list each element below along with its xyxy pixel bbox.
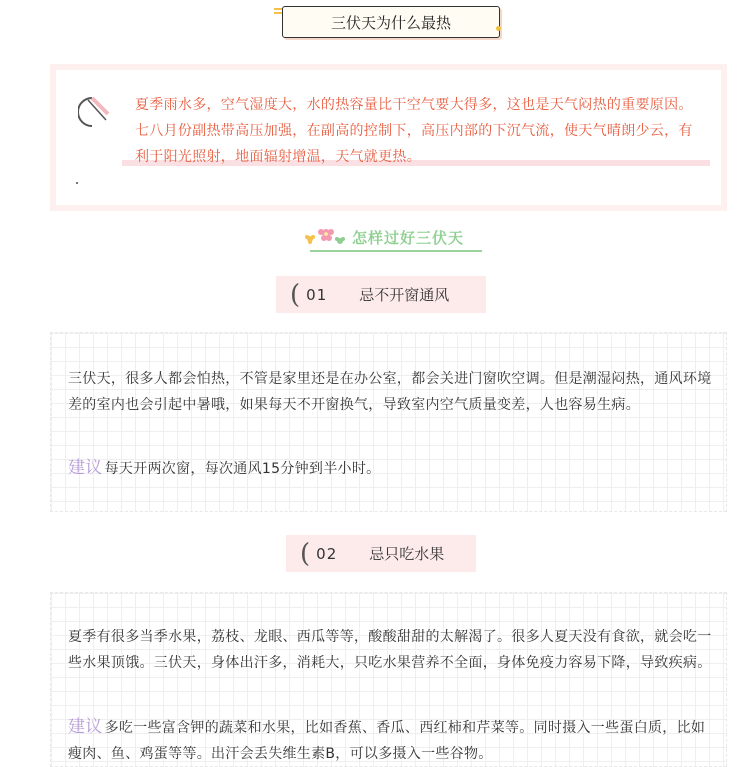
- tip-label: 建议: [68, 717, 103, 737]
- page-title: 三伏天为什么最热: [282, 6, 500, 38]
- intro-card-inner: [56, 70, 721, 205]
- tip-text: 每天开两次窗，每次通风15分钟到半小时。: [104, 461, 381, 477]
- section-title: 忌只吃水果: [369, 545, 445, 563]
- title-decoration-dot: [496, 26, 501, 31]
- section-02-header: [286, 535, 476, 572]
- quote-slash-icon: [78, 96, 110, 128]
- bracket-icon: (: [300, 538, 311, 569]
- section-01-content: [50, 332, 727, 512]
- subtitle-underline: [310, 250, 482, 252]
- bracket-icon: (: [290, 279, 301, 310]
- section-number: 01: [306, 285, 328, 304]
- section-01-header: [276, 276, 486, 313]
- tip-label: 建议: [68, 458, 103, 478]
- intro-card: [50, 64, 727, 211]
- subtitle-banner: [302, 225, 482, 253]
- section-number: 02: [316, 544, 338, 563]
- subtitle-text: 怎样过好三伏天: [352, 229, 465, 247]
- section-title: 忌不开窗通风: [359, 286, 450, 304]
- section-01-body: 三伏天，很多人都会怕热，不管是家里还是在办公室，都会关进门窗吹空调。但是潮湿闷热，通风环境差的室内也会引起中暑哦，如果每天不开窗换气，导致室内空气质量变差，人也容易生病。: [68, 371, 712, 413]
- section-02-body: 夏季有很多当季水果，荔枝、龙眼、西瓜等等，酸酸甜甜的太解渴了。很多人夏天没有食欲，就会吃一些水果顶饿。三伏天，身体出汗多，消耗大，只吃水果营养不全面，身体免疫力容易下降，导致疾病。: [68, 629, 712, 671]
- intro-text: 夏季雨水多，空气湿度大，水的热容量比干空气要大得多，这也是天气闷热的重要原因。七八月份副热带高压加强，在副高的控制下，高压内部的下沉气流，使天气晴朗少云，有利于阳光照射，地面辐射增温，天气就更热。: [135, 97, 693, 165]
- tip-text: 多吃一些富含钾的蔬菜和水果，比如香蕉、香瓜、西红柿和芹菜等。同时摄入一些蛋白质，比如瘦肉、鱼、鸡蛋等等。出汗会丢失维生素B，可以多摄入一些谷物。: [68, 720, 706, 762]
- intro-dot: [76, 182, 78, 184]
- section-02-tip: [68, 714, 718, 767]
- section-01-tip: [68, 455, 718, 482]
- flower-icon: [302, 225, 348, 249]
